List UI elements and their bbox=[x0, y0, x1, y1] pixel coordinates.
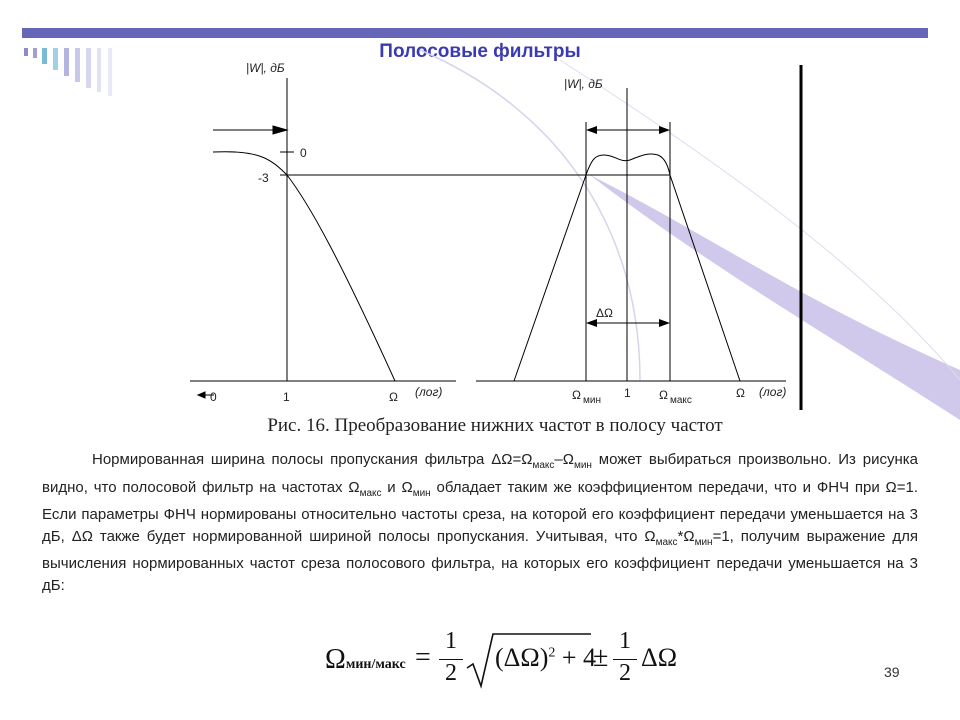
right-x-one-label: 1 bbox=[624, 386, 631, 400]
right-x-scale-label: (лог) bbox=[759, 385, 787, 399]
decorative-arc bbox=[420, 50, 640, 380]
cutoff-arrowhead bbox=[273, 126, 287, 134]
top-arrowhead-right bbox=[659, 126, 670, 134]
decorative-arc-2 bbox=[560, 60, 960, 380]
top-arrowhead-left bbox=[586, 126, 597, 134]
sub-min-3: мин bbox=[694, 536, 713, 548]
low-pass-panel bbox=[190, 78, 670, 398]
right-x-omega-label: Ω bbox=[736, 386, 745, 400]
figure-caption: Рис. 16. Преобразование нижних частот в полосу частот bbox=[267, 415, 723, 436]
band-pass-panel bbox=[476, 88, 786, 381]
page-number: 39 bbox=[884, 664, 900, 680]
sub-maks-1: макс bbox=[532, 460, 555, 471]
sub-min-2: мин bbox=[412, 487, 431, 499]
tick-zero-label: 0 bbox=[300, 146, 307, 160]
left-y-label: |W|, дБ bbox=[246, 61, 285, 75]
delta-arrowhead-left bbox=[586, 319, 597, 327]
right-y-label: |W|, дБ bbox=[564, 77, 603, 91]
sub-maks-2: макс bbox=[359, 487, 382, 499]
zero-arrowhead bbox=[198, 392, 205, 398]
delta-arrowhead-right bbox=[659, 319, 670, 327]
tick-minus3-label: -3 bbox=[258, 171, 269, 185]
omega-min-label: Ω $_{мин}$ bbox=[572, 388, 601, 406]
slide-title: Полосовые фильтры bbox=[379, 41, 581, 62]
sub-maks-3: макс bbox=[655, 536, 678, 548]
left-x-scale-label: (лог) bbox=[415, 385, 443, 399]
low-pass-curve bbox=[213, 152, 395, 381]
left-x-zero-label: 0 bbox=[210, 390, 217, 404]
sub-min-1: мин bbox=[573, 460, 592, 471]
omega-max-label: Ω $_{макс}$ bbox=[659, 388, 692, 406]
left-x-one-label: 1 bbox=[283, 390, 290, 404]
decorative-wedge bbox=[590, 175, 960, 420]
delta-omega-label: ΔΩ bbox=[596, 306, 613, 320]
left-x-omega-label: Ω bbox=[389, 390, 398, 404]
body-paragraph: Нормированная ширина полосы пропускания фильтра $\Delta\Omega=\Omega_{макс}-\Omega_{мин}$ может выбираться произвольно. Из рисунка видно, что полосовой фильтр на частотах $\Omega_{макс}$ и $\Omega_{мин}$ обладает таким же коэффициентом передачи, что и ФНЧ при Ω=1. Если параметры ФНЧ нормированы относительно частоты среза, на которой его коэффициент передачи уменьшается на 3 дБ, ΔΩ также будет нормированной шириной полосы пропускания. Учитывая, что $\Omega_{макс}*\Omega_{мин}=1$, получим выражение для вычисления нормированных частот среза полосового фильтра, на которых его коэффициент передачи уменьшается на 3 дБ: bbox=[42, 451, 919, 594]
